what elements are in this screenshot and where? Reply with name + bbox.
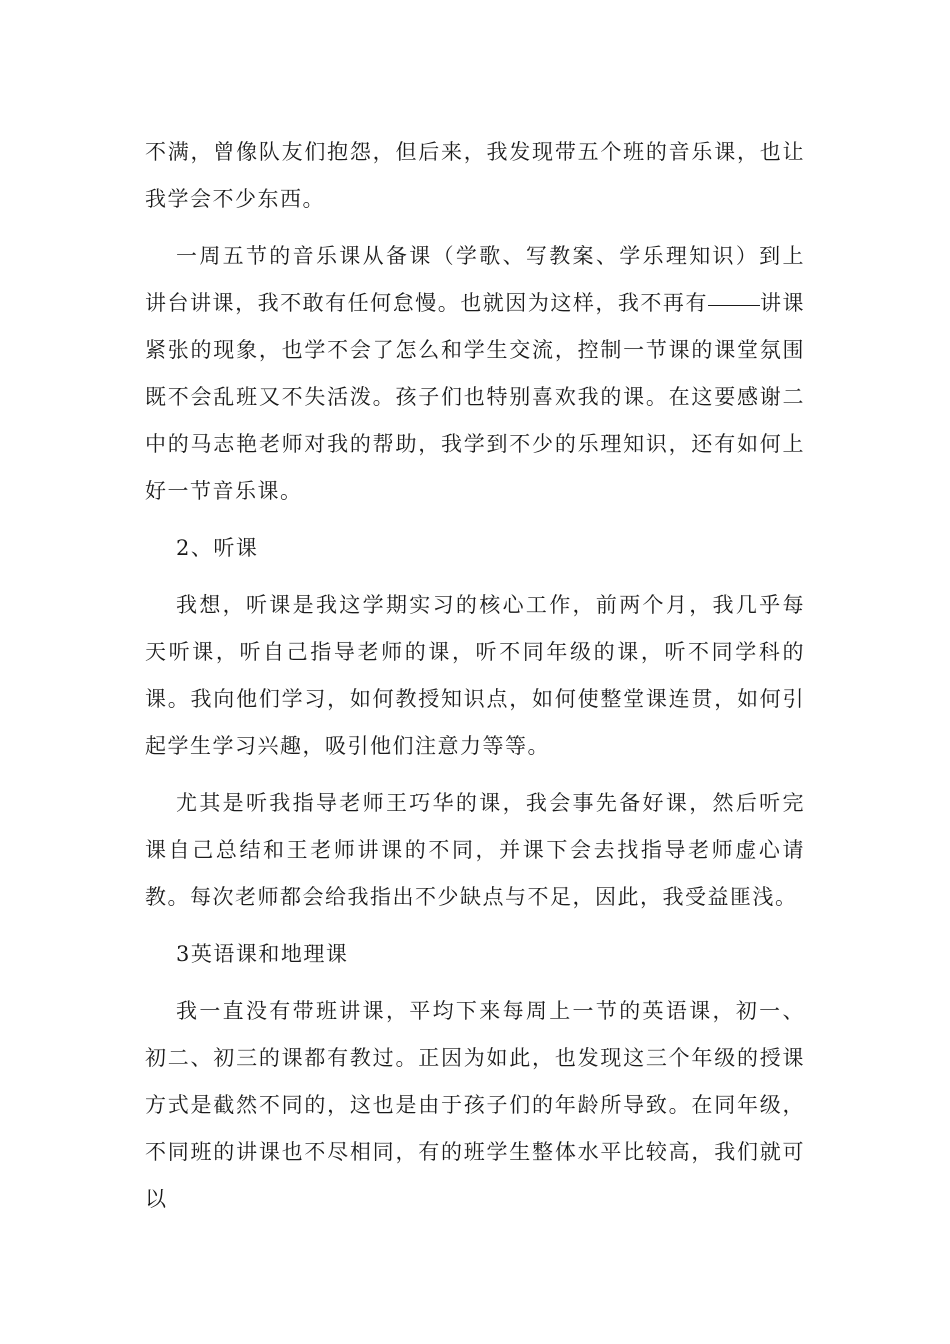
section-heading-listening: 2、听课 [176,536,259,560]
paragraph-5: 我一直没有带班讲课，平均下来每周上一节的英语课，初一、初二、初三的课都有教过。正因为如此，也发现这三个年级的授课方式是截然不同的，这也是由于孩子们的年龄所导致。在同年级，不同班的讲课也不尽相同，有的班学生整体水平比较高，我们就可以 [145,999,805,1211]
paragraph-2-part-1: 一周五节的音乐课从备课（学歌、写教案、学乐理知识）到上讲台讲课，我不敢有任何怠慢。也就因为这样，我不再有 [145,244,805,315]
paragraph-4: 尤其是听我指导老师王巧华的课，我会事先备好课，然后听完课自己总结和王老师讲课的不同，并课下会去找指导老师虚心请教。每次老师都会给我指出不少缺点与不足，因此，我受益匪浅。 [145,791,805,909]
paragraph-3: 我想，听课是我这学期实习的核心工作，前两个月，我几乎每天听课，听自己指导老师的课，听不同年级的课，听不同学科的课。我向他们学习，如何教授知识点，如何使整堂课连贯，如何引起学生学习兴趣，吸引他们注意力等等。 [145,593,805,758]
paragraph-2 [145,233,805,515]
paragraph-2-part-2: 讲课紧张的现象，也学不会了怎么和学生交流，控制一节课的课堂氛围既不会乱班又不失活泼。孩子们也特别喜欢我的课。在这要感谢二中的马志艳老师对我的帮助，我学到不少的乐理知识，还有如何上好一节音乐课。 [145,291,806,503]
section-heading-english-geography: 3英语课和地理课 [176,942,349,966]
fill-in-blank [708,304,760,306]
document-body [145,129,805,1233]
paragraph-1: 不满，曾像队友们抱怨，但后来，我发现带五个班的音乐课，也让我学会不少东西。 [145,140,805,211]
